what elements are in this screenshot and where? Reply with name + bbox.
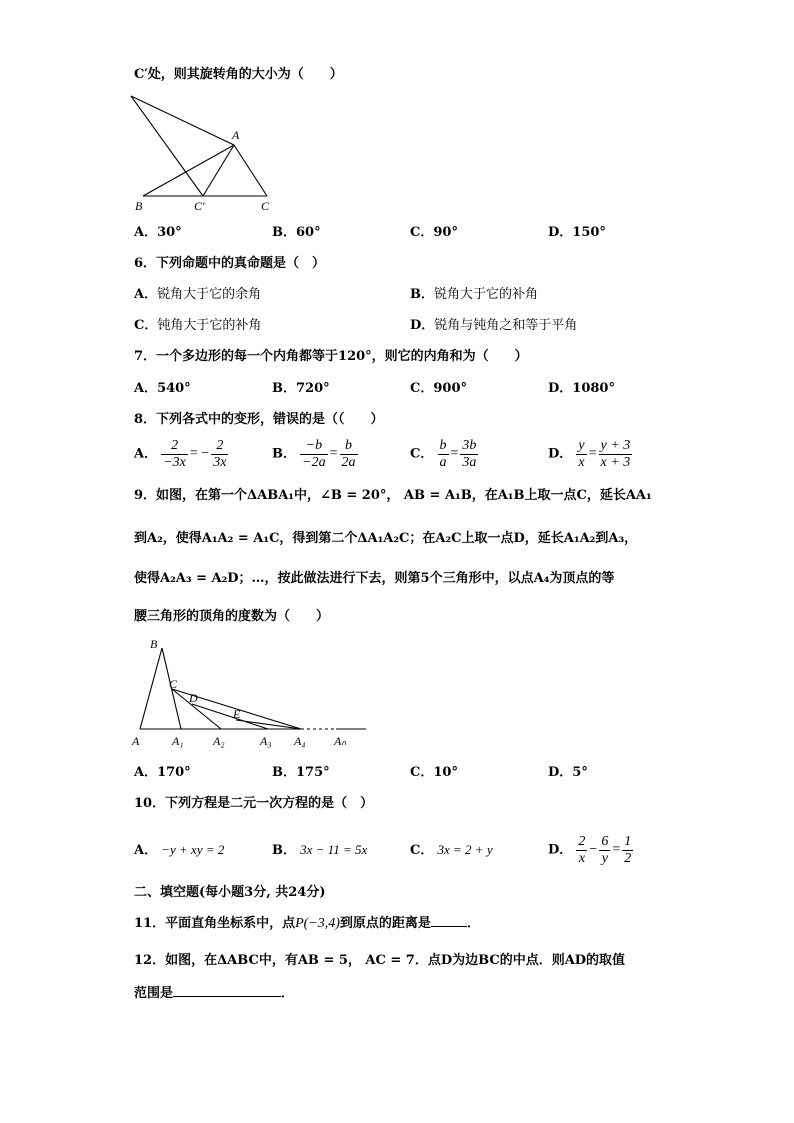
q11-answer-blank[interactable] <box>431 926 467 927</box>
q10-option-c: C． 3x = 2 + y <box>410 842 493 858</box>
q12-line-2: 范围是 ． <box>134 986 295 1001</box>
section-heading: 二、填空题(每小题3分, 共24分) <box>134 885 326 900</box>
q12-line-1: 12．如图，在ΔABC中，有AB = 5， AC = 7．点D为边BC的中点．则AD的取值 <box>134 953 626 968</box>
q5-label-c: C <box>261 199 270 213</box>
q9-option-b: B．175° <box>272 765 330 780</box>
q10-option-a: A． −y + xy = 2 <box>134 842 225 858</box>
q9-option-d: D．5° <box>548 765 588 780</box>
q12-answer-blank[interactable] <box>173 996 281 997</box>
q9-label-a1: A₁ <box>172 734 184 748</box>
q10-option-d: D． $\frac{2}{x}$ − $\frac{6}{y}$ = $\frac{1}{2}$ <box>548 833 632 866</box>
q8-option-b: B． $\frac{-b}{-2a}$ = $\frac{b}{2a}$ <box>272 437 356 470</box>
q9-label-e: E <box>233 707 241 721</box>
q9-label-a4: A₄ <box>294 734 306 748</box>
q9-figure <box>126 632 376 752</box>
q9-option-a: A．170° <box>134 765 191 780</box>
q7-option-b: B．720° <box>272 381 330 396</box>
q9-option-c: C．10° <box>410 765 458 780</box>
q9-line-4: 腰三角形的顶角的度数为（ ） <box>134 609 330 624</box>
q9-line-2: 到A₂，使得A₁A₂ = A₁C，得到第二个ΔA₁A₂C；在A₂C上取一点D，延长A₁A₂到A₃， <box>134 531 638 546</box>
q5-option-a: A．30° <box>134 225 182 240</box>
q5-intro: C′处，则其旋转角的大小为（ ） <box>134 67 343 82</box>
q7-stem: 7．一个多边形的每一个内角都等于120°，则它的内角和为（ ） <box>134 349 528 364</box>
q7-option-c: C．900° <box>410 381 467 396</box>
q10-option-b: B． 3x − 11 = 5x <box>272 842 368 858</box>
q6-option-a: A．锐角大于它的余角 <box>134 287 262 302</box>
q5-label-b: B <box>135 199 143 213</box>
q5-label-a: A <box>232 128 240 142</box>
q9-label-d: D <box>189 691 198 705</box>
q9-line-3: 使得A₂A₃ = A₂D；…，按此做法进行下去，则第5个三角形中，以点A₄为顶点的等 <box>134 571 615 586</box>
q9-line-1: 9．如图，在第一个ΔABA₁中，∠B = 20°， AB = A₁B，在A₁B上取一点C，延长AA₁ <box>134 488 652 503</box>
q6-option-b: B．锐角大于它的补角 <box>410 287 539 302</box>
q9-label-a: A <box>132 734 140 748</box>
q9-label-an: Aₙ <box>334 734 347 748</box>
q7-option-d: D．1080° <box>548 381 615 396</box>
q6-stem: 6．下列命题中的真命题是（ ） <box>134 256 326 271</box>
q7-option-a: A．540° <box>134 381 191 396</box>
q6-option-d: D．锐角与钝角之和等于平角 <box>410 318 578 333</box>
q9-label-a3: A₃ <box>260 734 272 748</box>
q10-stem: 10．下列方程是二元一次方程的是（ ） <box>134 796 374 811</box>
q8-stem: 8．下列各式中的变形，错误的是（（ ） <box>134 412 384 427</box>
q5-figure <box>126 88 286 216</box>
q9-label-c: C <box>169 677 178 691</box>
q6-option-c: C．钝角大于它的补角 <box>134 318 262 333</box>
q5-label-c1: C′ <box>194 199 205 213</box>
q8-option-d: D． $\frac{y}{x}$ = $\frac{y + 3}{x + 3}$ <box>548 437 631 470</box>
q5-option-d: D．150° <box>548 225 606 240</box>
q8-option-c: C． $\frac{b}{a}$ = $\frac{3b}{3a}$ <box>410 437 477 470</box>
q8-option-a: A． $\frac{2}{-3x}$ = − $\frac{2}{3x}$ <box>134 437 227 470</box>
q9-label-b: B <box>150 637 158 651</box>
q9-label-a2: A₂ <box>213 734 225 748</box>
q5-option-b: B．60° <box>272 225 321 240</box>
q5-option-c: C．90° <box>410 225 458 240</box>
q11-text: 11．平面直角坐标系中，点P(−3,4)到原点的距离是 ． <box>134 916 480 931</box>
